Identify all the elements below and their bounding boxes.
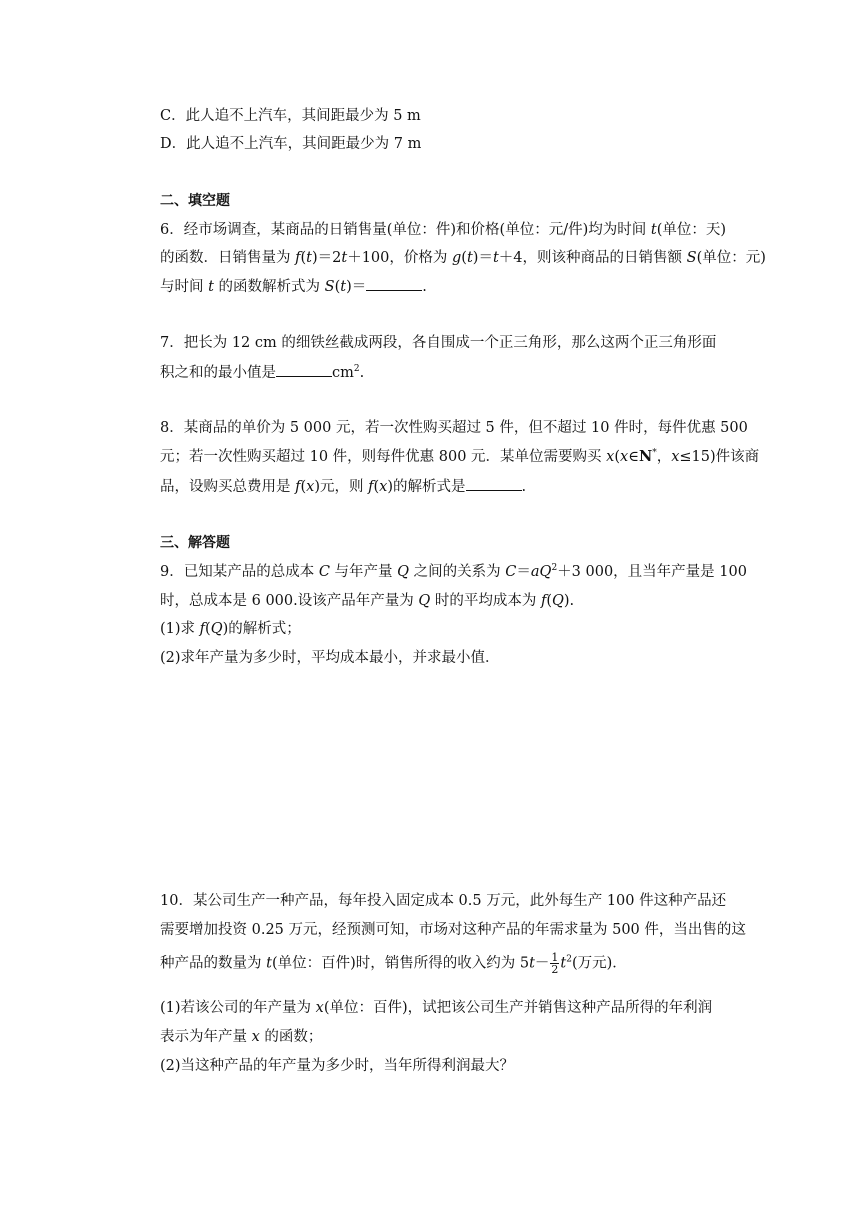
- answer-blank[interactable]: [366, 276, 422, 291]
- answer-blank[interactable]: [276, 362, 332, 377]
- q8-line1: 8．某商品的单价为 5 000 元，若一次性购买超过 5 件，但不超过 10 件时，每件优惠 500: [160, 420, 748, 436]
- q10-part1-line1: (1)若该公司的年产量为 x(单位：百件)，试把该公司生产并销售这种产品所得的年利润: [160, 1000, 713, 1016]
- section-fill-blank-title: 二、填空题: [160, 193, 230, 209]
- section-answer-title: 三、解答题: [160, 535, 230, 551]
- q7-line2: 积之和的最小值是 $cm^2$.: [160, 362, 364, 383]
- q10-line2: 需要增加投资 0.25 万元，经预测可知，市场对这种产品的年需求量为 500 件，当出售的这: [160, 922, 746, 938]
- q7-line1: 7．把长为 12 cm 的细铁丝截成两段，各自围成一个正三角形，那么这两个正三角形面: [160, 335, 717, 351]
- option-d: D．此人追不上汽车，其间距最少为 7 m: [160, 136, 422, 152]
- q8-line3: 品，设购买总费用是 f(x)元，则 f(x)的解析式是 .: [160, 476, 526, 497]
- q6-line2: 的函数．日销售量为 f(t)＝2t＋100，价格为 g(t)＝t＋4，则该种商品的日销售额 S(单位：元): [160, 250, 766, 266]
- q9-part2: (2)求年产量为多少时，平均成本最小，并求最小值．: [160, 650, 500, 666]
- fraction-one-half: $\frac{1}{2}$: [551, 951, 559, 976]
- q6-line1: 6．经市场调查，某商品的日销售量(单位：件)和价格(单位：元/件)均为时间 t(单位：天): [160, 222, 727, 238]
- q10-line3: 种产品的数量为 t(单位：百件)时，销售所得的收入约为 5t－ $\frac{1}{2}$ $t^2$(万元)．: [160, 951, 627, 976]
- answer-blank[interactable]: [466, 476, 522, 491]
- q10-part2: (2)当这种产品的年产量为多少时，当年所得利润最大？: [160, 1058, 515, 1074]
- q8-line2: 元；若一次性购买超过 10 件，则每件优惠 800 元．某单位需要购买 x(x∈N*，x≤15)件该商: [160, 448, 760, 465]
- q10-line1: 10．某公司生产一种产品，每年投入固定成本 0.5 万元，此外每生产 100 件这种产品还: [160, 893, 727, 909]
- q9-part1: (1)求 f(Q)的解析式；: [160, 621, 301, 637]
- q9-line1: 9．已知某产品的总成本 C 与年产量 Q 之间的关系为 $C=aQ^2+3$ 000，且当年产量是 100: [160, 563, 747, 580]
- q10-part1-line2: 表示为年产量 x 的函数；: [160, 1029, 323, 1045]
- option-c: C．此人追不上汽车，其间距最少为 5 m: [160, 108, 421, 124]
- q9-line2: 时，总成本是 6 000.设该产品年产量为 Q 时的平均成本为 f(Q).: [160, 593, 575, 609]
- q6-line3: 与时间 t 的函数解析式为 S(t)＝ .: [160, 276, 427, 297]
